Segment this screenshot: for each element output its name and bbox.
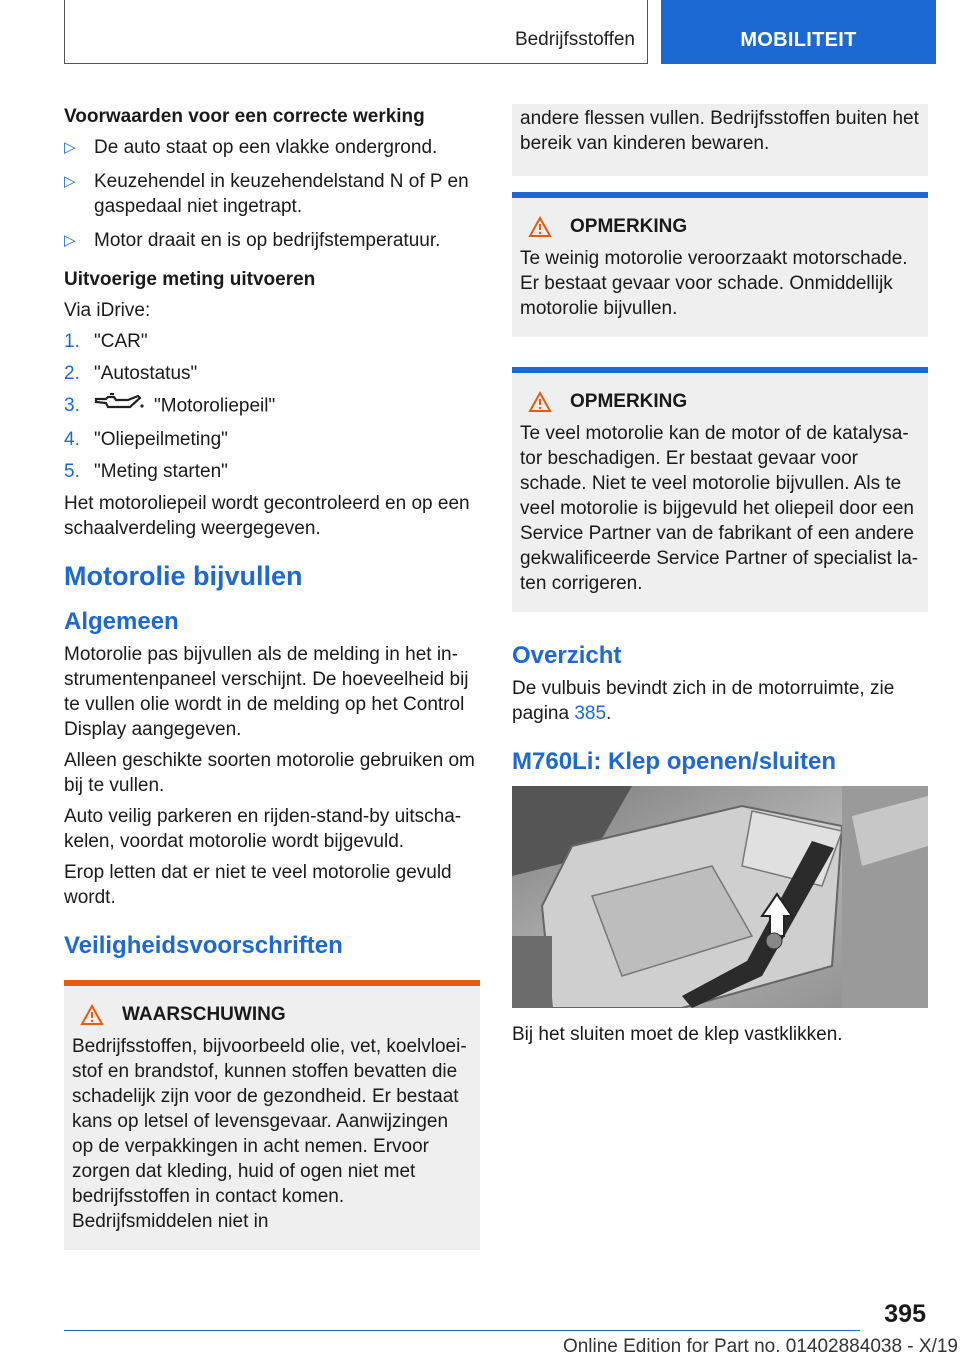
list-item: ▷ Motor draait en is op bedrijfstemperatuur. bbox=[64, 230, 441, 251]
notice-title: OPMERKING bbox=[520, 216, 920, 238]
list-item: ▷ Keuzehendel in keuzehendelstand N of P en gaspedaal niet ingetrapt. bbox=[64, 171, 469, 217]
via-idrive: Via iDrive: bbox=[64, 300, 151, 321]
warning-text: Bedrijfsstoffen, bijvoorbeeld olie, vet, koelvloeistof en brandstof, kunnen stoffen bevatten die schadelijk zijn voor de gezondheid. Er bestaat kans op letsel of levensgevaar. Aanwijzingen op de verpakkingen in acht nemen. Ervoor zorgen dat kleding, huid of ogen niet met bedrijfsstoffen in contact komen. Bedrijfsmiddelen niet in bbox=[72, 1036, 467, 1232]
result-text: Het motoroliepeil wordt gecontroleerd en op een schaalverdeling weergegeven. bbox=[64, 493, 470, 539]
overview-text: De vulbuis bevindt zich in de motorruimte, zie pagina 385. bbox=[512, 678, 895, 724]
chapter-tab-label: MOBILITEIT bbox=[740, 29, 857, 51]
warning-box bbox=[64, 980, 480, 1250]
warning-triangle-icon bbox=[528, 391, 552, 413]
warning-title: WAARSCHUWING bbox=[72, 1004, 472, 1026]
warning-continued: andere flessen vullen. Bedrijfsstoffen buiten het bereik van kinderen bewaren. bbox=[512, 104, 928, 176]
footer-divider bbox=[64, 1330, 860, 1331]
step-item: 5. "Meting starten" bbox=[64, 461, 228, 482]
footer-edition: Online Edition for Part no. 01402884038 - X/19 bbox=[562, 1336, 958, 1357]
notice-box bbox=[512, 367, 928, 612]
section-title: Bedrijfsstoffen bbox=[514, 29, 635, 50]
conditions-list bbox=[64, 135, 480, 253]
oil-can-icon bbox=[94, 393, 144, 420]
list-item: ▷ De auto staat op een vlakke ondergrond. bbox=[64, 137, 438, 158]
heading-refill: Motorolie bijvullen bbox=[64, 561, 303, 591]
conditions-title: Voorwaarden voor een correcte werking bbox=[64, 106, 425, 127]
step-item: 1. "CAR" bbox=[64, 331, 148, 352]
step-item: 2. "Autostatus" bbox=[64, 363, 198, 384]
warning-triangle-icon bbox=[80, 1004, 104, 1026]
header-frame bbox=[64, 0, 648, 64]
right-column bbox=[512, 104, 928, 1053]
warning-triangle-icon bbox=[528, 216, 552, 238]
steps-list bbox=[64, 329, 480, 484]
heading-m760: M760Li: Klep openen/sluiten bbox=[512, 748, 837, 775]
measure-title: Uitvoerige meting uitvoeren bbox=[64, 269, 316, 290]
general-para: Alleen geschikte soorten motorolie gebruiken om bij te vullen. bbox=[64, 750, 475, 796]
heading-safety: Veiligheidsvoorschriften bbox=[64, 932, 343, 959]
notice-box bbox=[512, 192, 928, 337]
heading-general: Algemeen bbox=[64, 608, 179, 635]
triangle-bullet-icon: ▷ bbox=[64, 232, 76, 249]
notice-text: Te veel motorolie kan de motor of de katalysator beschadigen. Er bestaat gevaar voor schade. Niet te veel motorolie bijvullen. Als te veel motorolie is bijgevuld het oliepeil door een Service Partner van de fabrikant of een andere gekwalificeerde Service Partner of specialist laten corrigeren. bbox=[520, 423, 919, 594]
chapter-tab[interactable] bbox=[661, 0, 936, 64]
page-link[interactable]: 385 bbox=[574, 703, 607, 724]
general-para: Auto veilig parkeren en rijden-stand-by uitschakelen, voordat motorolie wordt bijgevuld. bbox=[64, 806, 462, 852]
notice-text: Te weinig motorolie veroorzaakt motorschade. Er bestaat gevaar voor schade. Onmiddellijk motorolie bijvullen. bbox=[520, 248, 908, 319]
left-column bbox=[64, 104, 480, 1250]
heading-overview: Overzicht bbox=[512, 642, 622, 669]
triangle-bullet-icon: ▷ bbox=[64, 173, 76, 190]
step-item: 4. "Oliepeilmeting" bbox=[64, 429, 228, 450]
step-item: 3. "Motoroliepeil" bbox=[64, 393, 480, 420]
general-para: Erop letten dat er niet te veel motorolie gevuld wordt. bbox=[64, 862, 452, 908]
notice-title: OPMERKING bbox=[520, 391, 920, 413]
engine-bay-photo bbox=[512, 786, 928, 1008]
page-number: 395 bbox=[884, 1300, 926, 1328]
general-para: Motorolie pas bijvullen als de melding in het instrumentenpaneel verschijnt. De hoeveelheid bij te vullen olie wordt in de melding op het Control Display aangegeven. bbox=[64, 644, 469, 740]
photo-caption: Bij het sluiten moet de klep vastklikken. bbox=[512, 1024, 843, 1045]
triangle-bullet-icon: ▷ bbox=[64, 139, 76, 156]
